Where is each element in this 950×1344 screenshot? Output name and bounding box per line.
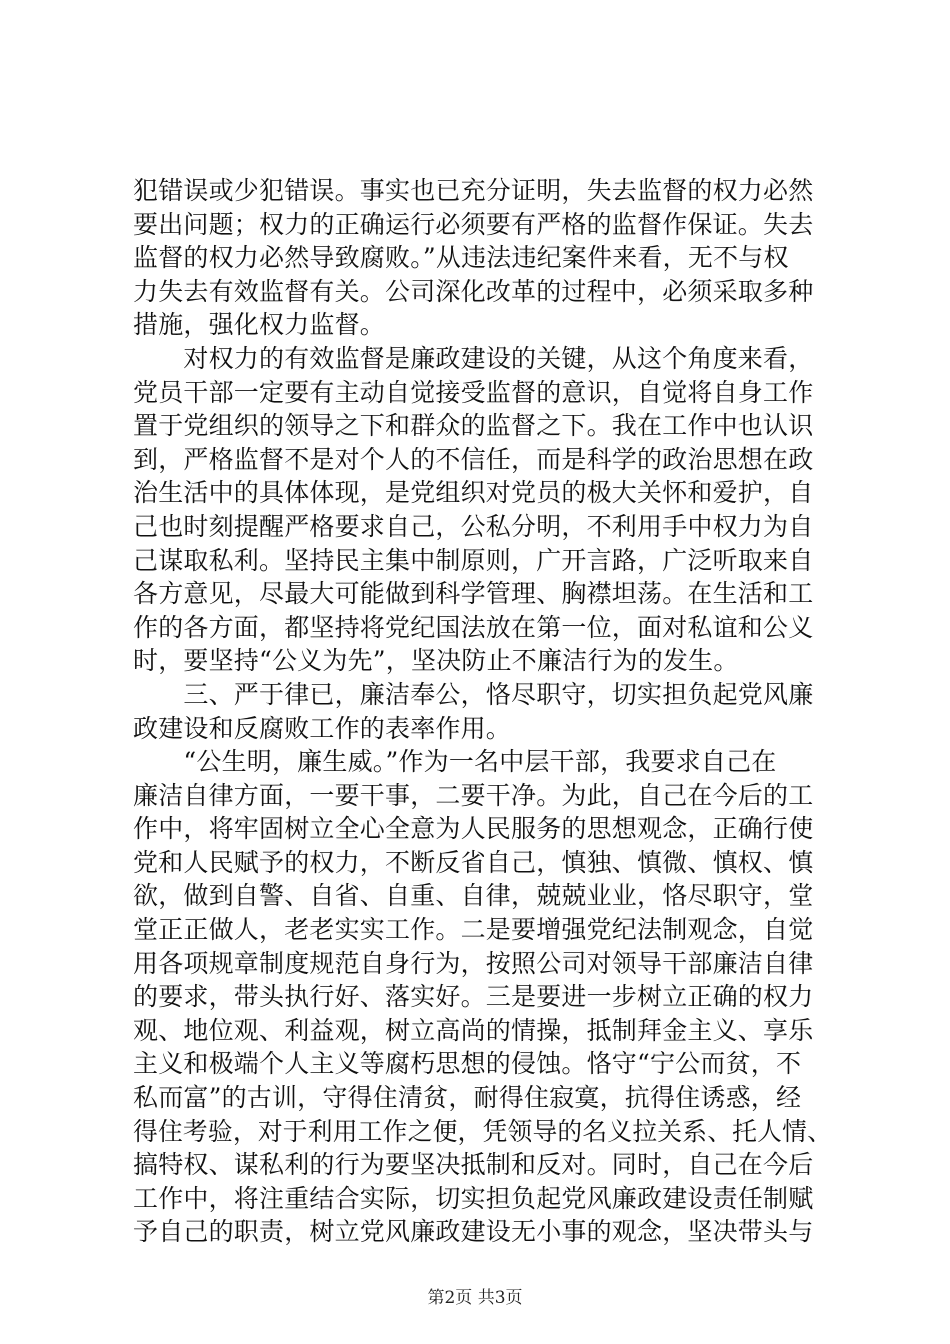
text-line: 廉洁自律方面，一要干事，二要干净。为此，自己在今后的工 bbox=[133, 780, 814, 810]
text-line: 党员干部一定要有主动自觉接受监督的意识，自觉将自身工作 bbox=[133, 377, 814, 407]
text-line: 政建设和反腐败工作的表率作用。 bbox=[133, 713, 512, 743]
document-body bbox=[133, 174, 833, 1249]
text-line: 的要求，带头执行好、落实好。三是要进一步树立正确的权力 bbox=[133, 982, 814, 1012]
text-line: 己谋取私利。坚持民主集中制原则，广开言路，广泛听取来自 bbox=[133, 545, 814, 575]
page-number: 第2页 共3页 bbox=[427, 1288, 523, 1308]
text-line: 私而富”的古训，守得住清贫，耐得住寂寞，抗得住诱惑，经 bbox=[133, 1083, 802, 1113]
text-line: 时，要坚持“公义为先”，坚决防止不廉洁行为的发生。 bbox=[133, 646, 739, 676]
text-line: 党和人民赋予的权力，不断反省自己，慎独、慎微、慎权、慎 bbox=[133, 847, 814, 877]
text-line: 得住考验，对于利用工作之便，凭领导的名义拉关系、托人情、 bbox=[133, 1116, 833, 1146]
text-line: 搞特权、谋私利的行为要坚决抵制和反对。同时，自己在今后 bbox=[133, 1150, 814, 1180]
text-line: 置于党组织的领导之下和群众的监督之下。我在工作中也认识 bbox=[133, 411, 814, 441]
text-line: 对权力的有效监督是廉政建设的关键，从这个角度来看， bbox=[133, 343, 814, 373]
text-line: 各方意见，尽最大可能做到科学管理、胸襟坦荡。在生活和工 bbox=[133, 579, 814, 609]
text-line: 作中，将牢固树立全心全意为人民服务的思想观念，正确行使 bbox=[133, 814, 814, 844]
text-line: 主义和极端个人主义等腐朽思想的侵蚀。恪守“宁公而贫，不 bbox=[133, 1049, 802, 1079]
text-line: 用各项规章制度规范自身行为，按照公司对领导干部廉洁自律 bbox=[133, 948, 814, 978]
text-line: 到，严格监督不是对个人的不信任，而是科学的政治思想在政 bbox=[133, 444, 814, 474]
text-line: “公生明，廉生威。”作为一名中层干部，我要求自己在 bbox=[133, 747, 777, 777]
text-line: 治生活中的具体体现，是党组织对党员的极大关怀和爱护，自 bbox=[133, 478, 814, 508]
text-line: 予自己的职责，树立党风廉政建设无小事的观念，坚决带头与 bbox=[133, 1217, 814, 1247]
text-line: 措施，强化权力监督。 bbox=[133, 310, 386, 340]
text-line: 己也时刻提醒严格要求自己，公私分明，不利用手中权力为自 bbox=[133, 511, 814, 541]
text-line: 犯错误或少犯错误。事实也已充分证明，失去监督的权力必然 bbox=[133, 176, 814, 205]
text-line: 欲，做到自警、自省、自重、自律，兢兢业业，恪尽职守，堂 bbox=[133, 881, 814, 911]
text-line: 观、地位观、利益观，树立高尚的情操，抵制拜金主义、享乐 bbox=[133, 1015, 814, 1045]
text-line: 要出问题；权力的正确运行必须要有严格的监督作保证。失去 bbox=[133, 209, 814, 239]
text-line: 监督的权力必然导致腐败。”从违法违纪案件来看，无不与权 bbox=[133, 243, 789, 273]
text-line: 堂正正做人，老老实实工作。二是要增强党纪法制观念，自觉 bbox=[133, 915, 814, 945]
text-line: 力失去有效监督有关。公司深化改革的过程中，必须采取多种 bbox=[133, 276, 814, 306]
text-line: 工作中，将注重结合实际，切实担负起党风廉政建设责任制赋 bbox=[133, 1183, 814, 1213]
text-line: 作的各方面，都坚持将党纪国法放在第一位，面对私谊和公义 bbox=[133, 612, 814, 642]
text-line: 三、严于律已，廉洁奉公，恪尽职守，切实担负起党风廉 bbox=[133, 679, 814, 709]
